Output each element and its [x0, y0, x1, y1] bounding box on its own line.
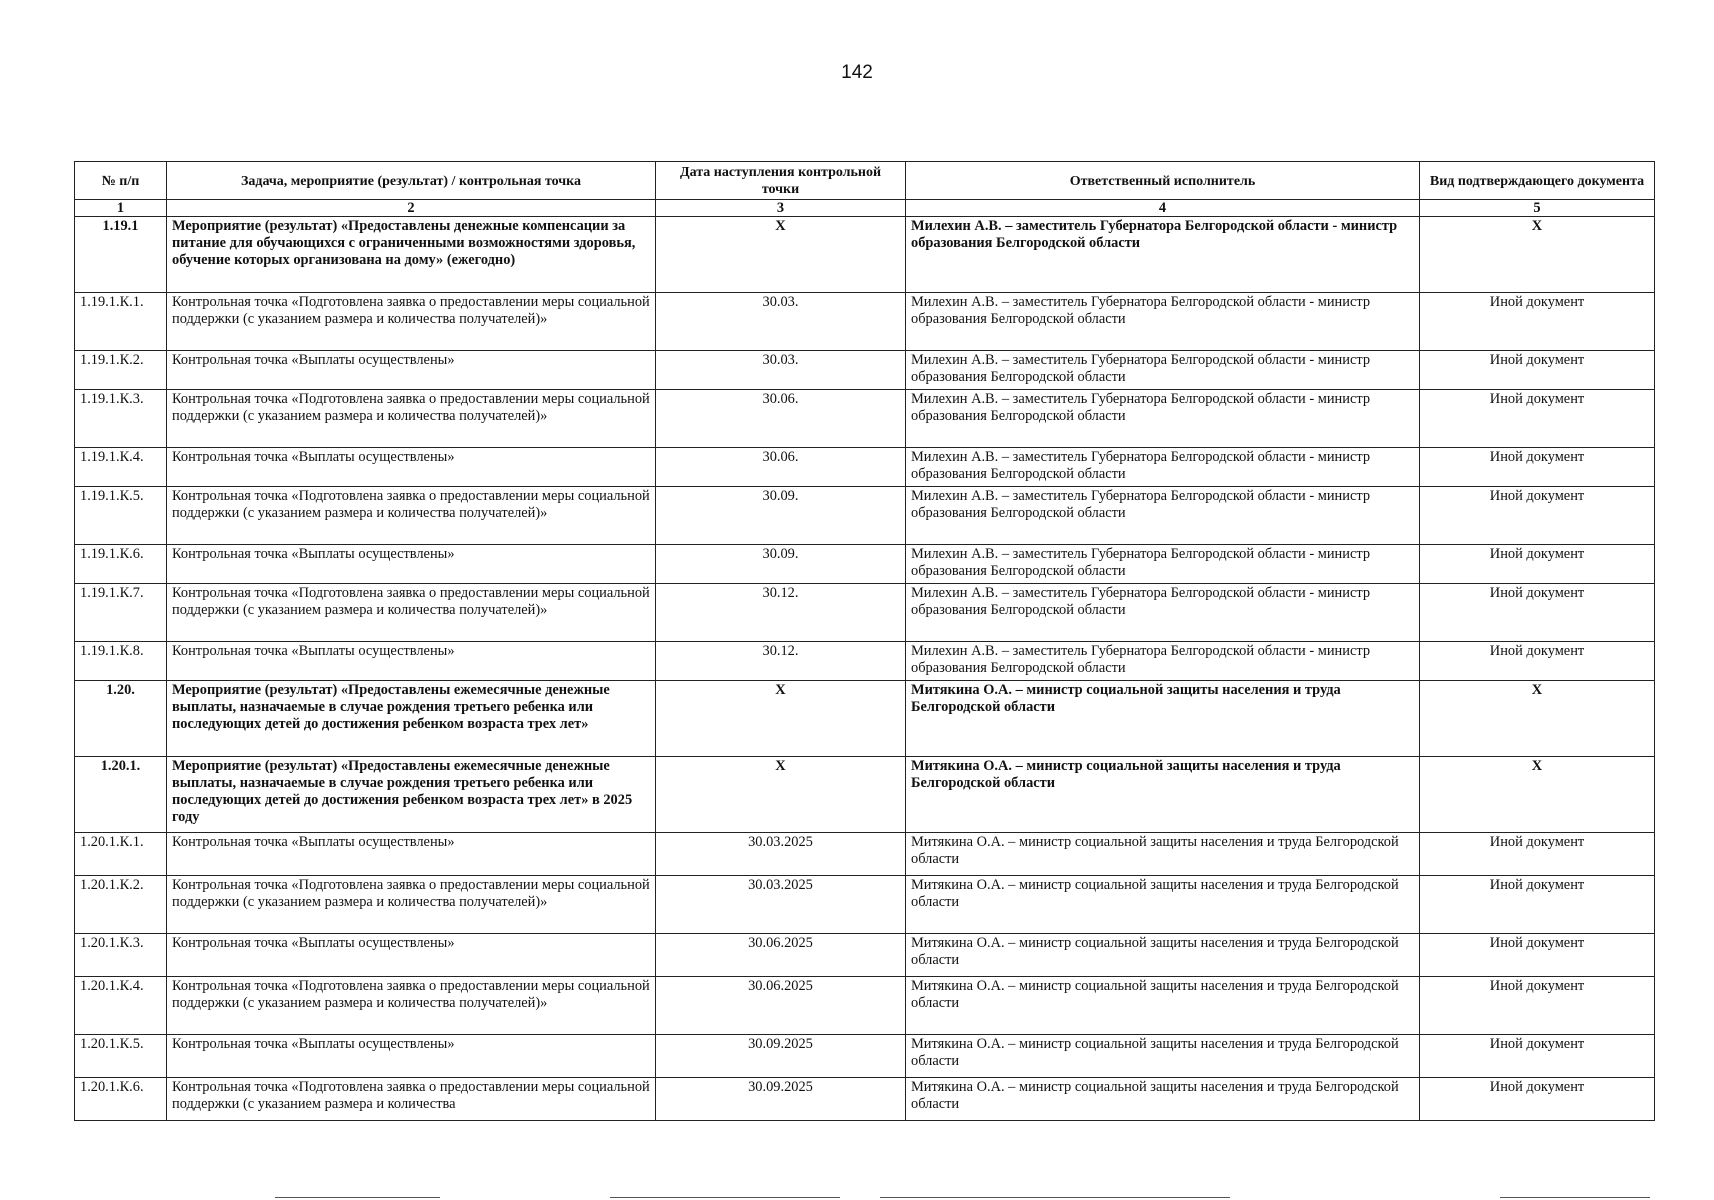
table-row [75, 876, 1655, 934]
row-date: 30.03.2025 [656, 876, 906, 934]
row-date: 30.09. [656, 545, 906, 584]
column-index: 2 [167, 200, 656, 217]
row-date: 30.03. [656, 293, 906, 351]
row-task: Контрольная точка «Подготовлена заявка о предоставлении меры социальной поддержки (с указанием размера и количества получателей)» [167, 977, 656, 1035]
row-date: X [656, 757, 906, 833]
row-doc: Иной документ [1420, 351, 1655, 390]
row-date: 30.12. [656, 584, 906, 642]
row-task: Контрольная точка «Выплаты осуществлены» [167, 934, 656, 977]
row-number: 1.19.1.К.5. [75, 487, 167, 545]
row-number: 1.20.1.К.1. [75, 833, 167, 876]
table-row [75, 545, 1655, 584]
row-responsible: Милехин А.В. – заместитель Губернатора Белгородской области - министр образования Белгородской области [906, 642, 1420, 681]
row-responsible: Милехин А.В. – заместитель Губернатора Белгородской области - министр образования Белгородской области [906, 293, 1420, 351]
table-row [75, 1035, 1655, 1078]
row-doc: Иной документ [1420, 977, 1655, 1035]
table-row [75, 351, 1655, 390]
row-doc: X [1420, 757, 1655, 833]
table-row [75, 390, 1655, 448]
row-task: Контрольная точка «Подготовлена заявка о предоставлении меры социальной поддержки (с указанием размера и количества получателей)» [167, 390, 656, 448]
row-task: Контрольная точка «Выплаты осуществлены» [167, 448, 656, 487]
row-number: 1.19.1.К.6. [75, 545, 167, 584]
row-responsible: Милехин А.В. – заместитель Губернатора Белгородской области - министр образования Белгородской области [906, 217, 1420, 293]
column-index-row [75, 200, 1655, 217]
column-index: 4 [906, 200, 1420, 217]
row-task: Контрольная точка «Подготовлена заявка о предоставлении меры социальной поддержки (с указанием размера и количества получателей)» [167, 584, 656, 642]
row-responsible: Митякина О.А. – министр социальной защиты населения и труда Белгородской области [906, 833, 1420, 876]
scan-artifact-line [610, 1197, 840, 1198]
row-responsible: Митякина О.А. – министр социальной защиты населения и труда Белгородской области [906, 681, 1420, 757]
header-row [75, 162, 1655, 200]
row-date: 30.09. [656, 487, 906, 545]
header-date: Дата наступления контрольной точки [656, 162, 906, 200]
row-doc: X [1420, 217, 1655, 293]
row-doc: Иной документ [1420, 1078, 1655, 1121]
row-number: 1.19.1.К.4. [75, 448, 167, 487]
row-number: 1.20.1.К.6. [75, 1078, 167, 1121]
row-number: 1.19.1.К.7. [75, 584, 167, 642]
row-doc: Иной документ [1420, 390, 1655, 448]
row-number: 1.20.1.К.4. [75, 977, 167, 1035]
row-responsible: Митякина О.А. – министр социальной защиты населения и труда Белгородской области [906, 1035, 1420, 1078]
header-task: Задача, мероприятие (результат) / контрольная точка [167, 162, 656, 200]
row-number: 1.19.1.К.3. [75, 390, 167, 448]
row-date: 30.06.2025 [656, 934, 906, 977]
plan-table [74, 161, 1655, 1121]
row-responsible: Митякина О.А. – министр социальной защиты населения и труда Белгородской области [906, 757, 1420, 833]
row-date: 30.12. [656, 642, 906, 681]
row-responsible: Митякина О.А. – министр социальной защиты населения и труда Белгородской области [906, 876, 1420, 934]
row-number: 1.20.1.К.2. [75, 876, 167, 934]
row-task: Контрольная точка «Выплаты осуществлены» [167, 545, 656, 584]
row-task: Контрольная точка «Выплаты осуществлены» [167, 833, 656, 876]
row-responsible: Милехин А.В. – заместитель Губернатора Белгородской области - министр образования Белгородской области [906, 448, 1420, 487]
row-date: 30.03. [656, 351, 906, 390]
row-task: Мероприятие (результат) «Предоставлены денежные компенсации за питание для обучающихся с ограниченными возможностями здоровья, обучение которых организована на дому» (ежегодно) [167, 217, 656, 293]
row-responsible: Милехин А.В. – заместитель Губернатора Белгородской области - министр образования Белгородской области [906, 584, 1420, 642]
row-doc: Иной документ [1420, 584, 1655, 642]
column-index: 3 [656, 200, 906, 217]
row-number: 1.19.1 [75, 217, 167, 293]
row-doc: Иной документ [1420, 545, 1655, 584]
row-date: 30.06. [656, 390, 906, 448]
column-index: 5 [1420, 200, 1655, 217]
header-num: № п/п [75, 162, 167, 200]
row-doc: X [1420, 681, 1655, 757]
row-task: Контрольная точка «Выплаты осуществлены» [167, 1035, 656, 1078]
row-doc: Иной документ [1420, 487, 1655, 545]
row-date: 30.03.2025 [656, 833, 906, 876]
row-responsible: Милехин А.В. – заместитель Губернатора Белгородской области - министр образования Белгородской области [906, 487, 1420, 545]
table-row [75, 293, 1655, 351]
row-doc: Иной документ [1420, 934, 1655, 977]
scan-artifact-line [275, 1197, 440, 1198]
row-task: Контрольная точка «Выплаты осуществлены» [167, 351, 656, 390]
column-index: 1 [75, 200, 167, 217]
row-task: Мероприятие (результат) «Предоставлены ежемесячные денежные выплаты, назначаемые в случае рождения третьего ребенка или последующих детей до достижения ребенком возраста трех лет» [167, 681, 656, 757]
table-row [75, 642, 1655, 681]
row-task: Контрольная точка «Подготовлена заявка о предоставлении меры социальной поддержки (с указанием размера и количества получателей)» [167, 293, 656, 351]
row-date: X [656, 217, 906, 293]
row-date: X [656, 681, 906, 757]
row-number: 1.20.1. [75, 757, 167, 833]
row-date: 30.06.2025 [656, 977, 906, 1035]
row-number: 1.20. [75, 681, 167, 757]
row-responsible: Митякина О.А. – министр социальной защиты населения и труда Белгородской области [906, 1078, 1420, 1121]
row-responsible: Милехин А.В. – заместитель Губернатора Белгородской области - министр образования Белгородской области [906, 390, 1420, 448]
row-task: Контрольная точка «Подготовлена заявка о предоставлении меры социальной поддержки (с указанием размера и количества [167, 1078, 656, 1121]
row-task: Контрольная точка «Подготовлена заявка о предоставлении меры социальной поддержки (с указанием размера и количества получателей)» [167, 487, 656, 545]
row-task: Контрольная точка «Выплаты осуществлены» [167, 642, 656, 681]
row-responsible: Митякина О.А. – министр социальной защиты населения и труда Белгородской области [906, 934, 1420, 977]
row-doc: Иной документ [1420, 833, 1655, 876]
table-row [75, 487, 1655, 545]
row-task: Мероприятие (результат) «Предоставлены ежемесячные денежные выплаты, назначаемые в случае рождения третьего ребенка или последующих детей до достижения ребенком возраста трех лет» в 2025 году [167, 757, 656, 833]
row-date: 30.06. [656, 448, 906, 487]
row-number: 1.19.1.К.2. [75, 351, 167, 390]
row-doc: Иной документ [1420, 448, 1655, 487]
row-doc: Иной документ [1420, 1035, 1655, 1078]
row-responsible: Милехин А.В. – заместитель Губернатора Белгородской области - министр образования Белгородской области [906, 351, 1420, 390]
row-responsible: Милехин А.В. – заместитель Губернатора Белгородской области - министр образования Белгородской области [906, 545, 1420, 584]
row-doc: Иной документ [1420, 642, 1655, 681]
header-responsible: Ответственный исполнитель [906, 162, 1420, 200]
table-row [75, 934, 1655, 977]
scan-artifact-line [880, 1197, 1230, 1198]
table-row [75, 977, 1655, 1035]
row-date: 30.09.2025 [656, 1035, 906, 1078]
row-task: Контрольная точка «Подготовлена заявка о предоставлении меры социальной поддержки (с указанием размера и количества получателей)» [167, 876, 656, 934]
scan-artifact-line [1500, 1197, 1650, 1198]
header-doc: Вид подтверждающего документа [1420, 162, 1655, 200]
table-row [75, 681, 1655, 757]
row-number: 1.19.1.К.8. [75, 642, 167, 681]
row-number: 1.20.1.К.3. [75, 934, 167, 977]
row-doc: Иной документ [1420, 293, 1655, 351]
row-doc: Иной документ [1420, 876, 1655, 934]
page-number: 142 [841, 62, 873, 83]
row-number: 1.20.1.К.5. [75, 1035, 167, 1078]
table-row [75, 1078, 1655, 1121]
table-row [75, 584, 1655, 642]
row-date: 30.09.2025 [656, 1078, 906, 1121]
table-row [75, 833, 1655, 876]
table-row [75, 757, 1655, 833]
row-responsible: Митякина О.А. – министр социальной защиты населения и труда Белгородской области [906, 977, 1420, 1035]
table-row [75, 217, 1655, 293]
row-number: 1.19.1.К.1. [75, 293, 167, 351]
table-row [75, 448, 1655, 487]
